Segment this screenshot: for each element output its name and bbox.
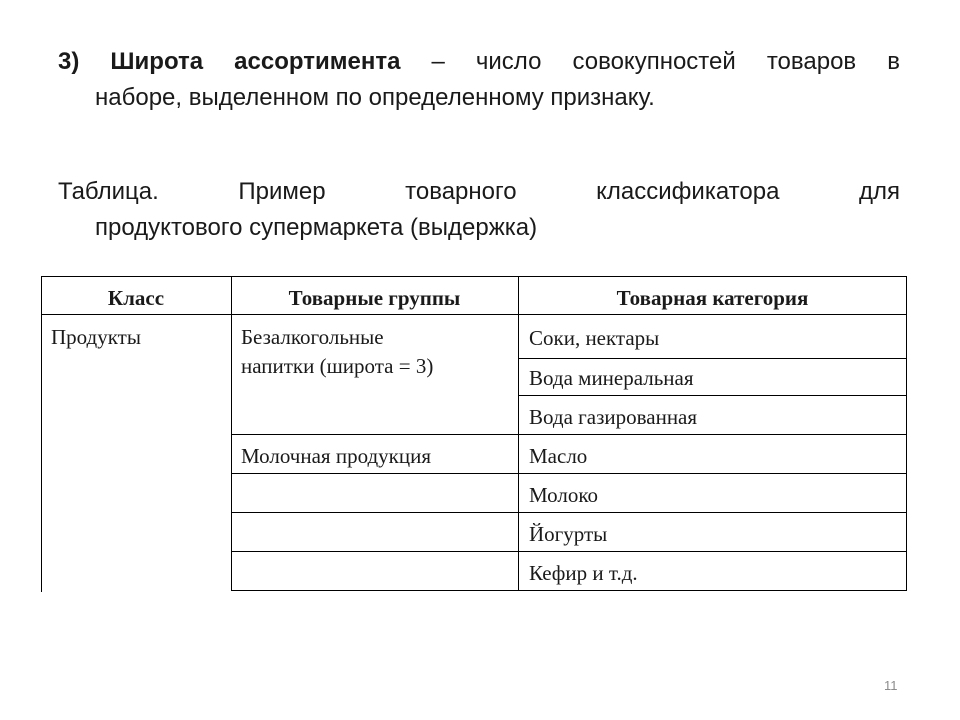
classifier-table — [41, 276, 907, 592]
group-cell: Молочная продукция — [241, 444, 431, 468]
row-separator — [231, 434, 907, 435]
column-separator — [518, 276, 519, 591]
row-separator — [518, 358, 907, 359]
table-caption-line-2: продуктового супермаркета (выдержка) — [95, 214, 538, 241]
table-header-separator — [41, 314, 907, 315]
header-groups: Товарные группы — [288, 286, 461, 310]
category-cell: Вода газированная — [529, 405, 698, 429]
caption-word: Пример — [238, 178, 326, 205]
table-border-right — [906, 276, 907, 591]
row-separator — [231, 473, 907, 474]
definition-line-2: наборе, выделенном по определенному признаку. — [95, 84, 655, 111]
category-cell: Йогурты — [529, 522, 608, 546]
row-separator — [518, 395, 907, 396]
category-cell: Кефир и т.д. — [529, 561, 638, 585]
caption-word: для — [859, 178, 901, 205]
row-separator — [231, 512, 907, 513]
item-number: 3) — [58, 48, 80, 75]
page-number: 11 — [884, 678, 898, 693]
header-class: Класс — [107, 286, 165, 310]
definition-term: Широта ассортимента — [110, 48, 401, 75]
definition-line-1 — [58, 44, 900, 80]
table-caption-line-1 — [58, 174, 900, 210]
table-border-left — [41, 276, 42, 592]
class-cell: Продукты — [51, 325, 141, 349]
group-cell: Безалкогольные — [241, 325, 384, 349]
table-border-bottom — [231, 590, 907, 591]
category-cell: Вода минеральная — [529, 366, 694, 390]
header-category: Товарная категория — [616, 286, 809, 310]
group-cell-line-2: напитки (широта = 3) — [241, 354, 434, 378]
category-cell: Соки, нектары — [529, 326, 660, 350]
row-separator — [231, 551, 907, 552]
category-cell: Масло — [529, 444, 588, 468]
definition-text-part-1: – число совокупностей товаров в — [431, 48, 900, 75]
caption-word: Таблица. — [58, 178, 159, 205]
column-separator — [231, 276, 232, 591]
table-caption — [58, 174, 900, 246]
category-cell: Молоко — [529, 483, 598, 507]
definition-paragraph — [58, 44, 900, 116]
table-border-top — [41, 276, 907, 277]
caption-word: классификатора — [596, 178, 780, 205]
caption-word: товарного — [405, 178, 517, 205]
